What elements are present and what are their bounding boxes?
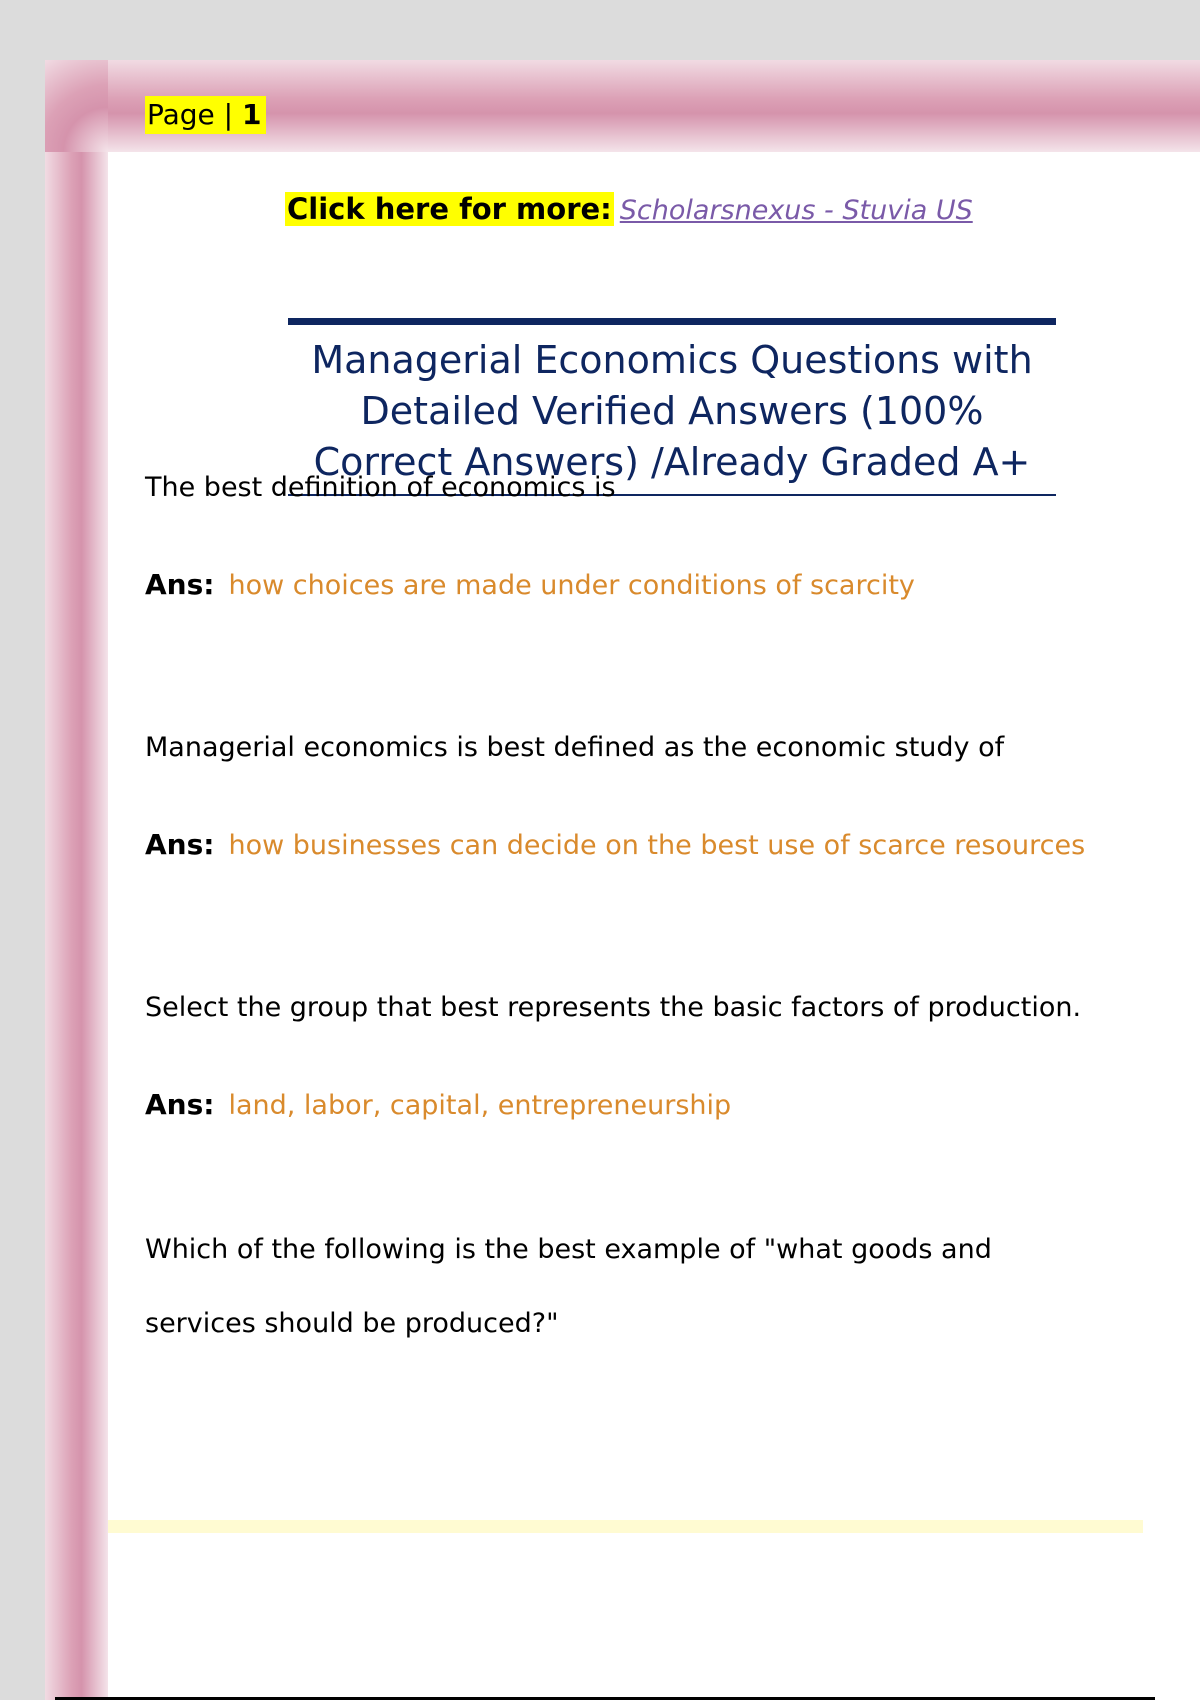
promo-link[interactable]: Scholarsnexus - Stuvia US	[619, 195, 973, 226]
answer-text: land, labor, capital, entrepreneurship	[228, 1090, 732, 1121]
footer-highlight-strip	[108, 1520, 1143, 1533]
document-title: Managerial Economics Questions with Detailed Verified Answers (100% Correct Answers) /Already Graded A+	[288, 318, 1056, 496]
question-4	[145, 1213, 1105, 1361]
page-border-corner	[45, 60, 108, 152]
answer-3	[145, 1085, 1105, 1126]
question-1: The best definition of economics is	[145, 472, 616, 503]
answer-text: how businesses can decide on the best use of scarce resources	[228, 830, 1086, 861]
page-label-text: Page |	[147, 98, 243, 131]
page-number: 1	[242, 98, 262, 131]
question-3: Select the group that best represents the basic factors of production.	[145, 992, 1082, 1023]
page-number-label	[145, 96, 266, 134]
page-border-left	[45, 60, 108, 1700]
promo-label: Click here for more:	[287, 192, 612, 226]
answer-label: Ans:	[145, 828, 215, 861]
document-page	[45, 60, 1200, 1700]
answer-label: Ans:	[145, 568, 215, 601]
answer-2	[145, 825, 1105, 866]
promo-line	[285, 190, 973, 228]
answer-1	[145, 565, 1105, 606]
answer-text: how choices are made under conditions of scarcity	[228, 570, 915, 601]
question-4-line-2: services should be produced?"	[145, 1308, 559, 1339]
question-4-line-1: Which of the following is the best example of "what goods and	[145, 1234, 992, 1265]
question-2: Managerial economics is best defined as the economic study of	[145, 732, 1005, 763]
answer-label: Ans:	[145, 1088, 215, 1121]
